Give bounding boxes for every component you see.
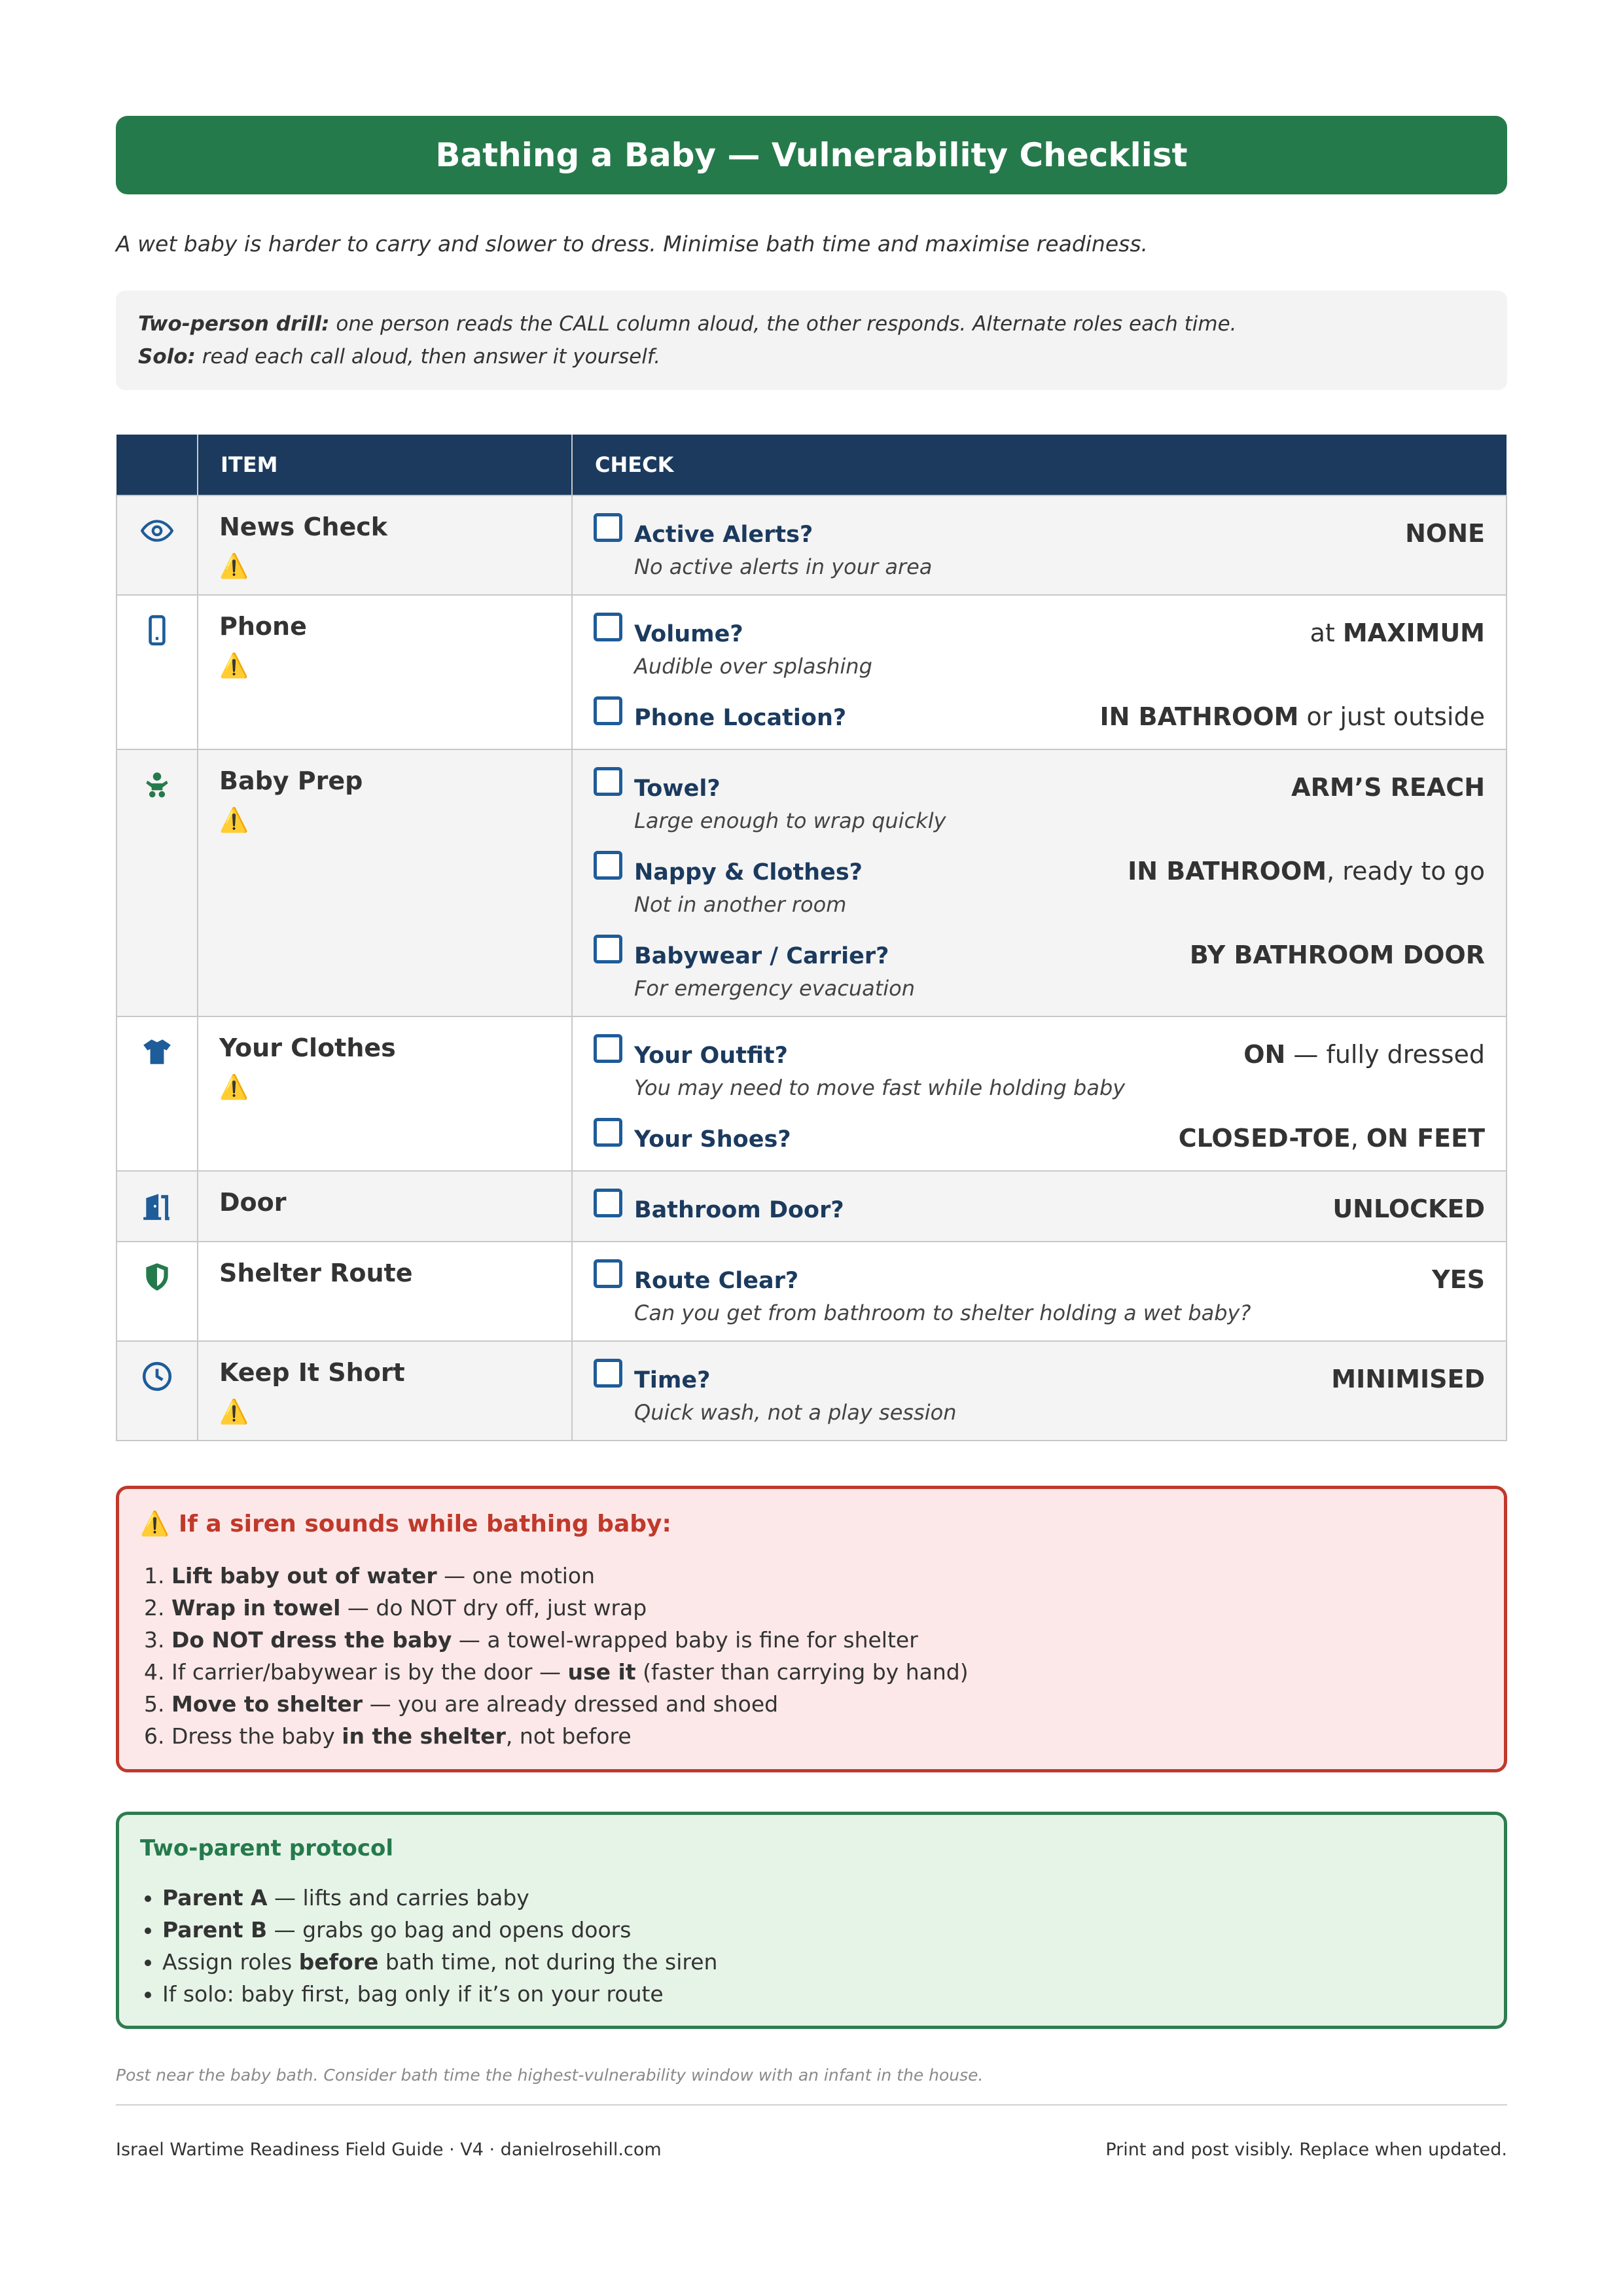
solo-text: read each call aloud, then answer it yourself. <box>195 345 661 368</box>
step-text: — grabs go bag and opens doors <box>267 1917 632 1943</box>
footer-right: Print and post visibly. Replace when updated. <box>1105 2140 1507 2160</box>
check-question: Time? <box>634 1367 711 1393</box>
check-note: No active alerts in your area <box>634 554 933 579</box>
protocol-item <box>162 1914 1482 1946</box>
row-item-cell <box>198 1016 572 1171</box>
check-answer <box>1310 614 1485 652</box>
step-emphasis: before <box>298 1949 379 1975</box>
check-item <box>594 511 1485 581</box>
checkbox[interactable] <box>594 696 622 725</box>
drill-instructions <box>116 291 1507 390</box>
row-icon-cell <box>116 1171 198 1242</box>
check-question: Nappy & Clothes? <box>634 859 863 886</box>
checkbox[interactable] <box>594 1034 622 1063</box>
check-answer <box>1332 1190 1485 1228</box>
step-emphasis: Move to shelter <box>171 1691 363 1717</box>
checkbox[interactable] <box>594 1359 622 1388</box>
row-item-cell <box>198 495 572 595</box>
protocol-list <box>140 1882 1482 2010</box>
answer-emphasis: CLOSED-TOE <box>1178 1124 1351 1153</box>
check-item <box>594 1356 1485 1427</box>
header-check: CHECK <box>572 435 1507 495</box>
row-check-cell <box>572 749 1507 1016</box>
step-emphasis: in the shelter <box>342 1723 506 1749</box>
item-name: Baby Prep <box>219 766 363 795</box>
check-answer <box>1432 1261 1485 1299</box>
table-row <box>116 1242 1507 1341</box>
step-text: If solo: baby first, bag only if it’s on your route <box>162 1981 664 2007</box>
answer-emphasis: UNLOCKED <box>1332 1194 1485 1223</box>
checkbox[interactable] <box>594 613 622 641</box>
table-header-row <box>116 435 1507 495</box>
header-item: ITEM <box>198 435 572 495</box>
answer-emphasis: ARM’S REACH <box>1291 773 1485 802</box>
row-icon-cell <box>116 595 198 749</box>
check-answer <box>1128 852 1485 890</box>
two-parent-protocol-box <box>116 1812 1507 2029</box>
checkbox[interactable] <box>594 1118 622 1147</box>
eye-icon <box>141 527 173 553</box>
step-text: Assign roles <box>162 1949 299 1975</box>
protocol-item <box>162 1882 1482 1914</box>
answer-suffix: , ready to go <box>1327 857 1485 886</box>
check-question: Bathroom Door? <box>634 1197 844 1223</box>
baby-icon <box>141 781 173 807</box>
siren-step <box>171 1560 1478 1592</box>
check-item <box>594 932 1485 1003</box>
check-question: Phone Location? <box>634 705 847 731</box>
warning-icon: ⚠️ <box>219 553 249 580</box>
checkbox[interactable] <box>594 1259 622 1288</box>
siren-step <box>171 1656 1478 1688</box>
check-item <box>594 610 1485 681</box>
answer-emphasis: IN BATHROOM <box>1099 702 1299 731</box>
door-icon <box>141 1202 173 1229</box>
step-emphasis: Lift baby out of water <box>171 1563 437 1588</box>
step-text: — you are already dressed and shoed <box>363 1691 779 1717</box>
clock-icon <box>141 1372 173 1399</box>
post-note: Post near the baby bath. Consider bath time the highest-vulnerability window with an infant in the house. <box>116 2066 984 2085</box>
row-icon-cell <box>116 1016 198 1171</box>
check-item <box>594 694 1485 736</box>
warning-icon: ⚠️ <box>219 807 249 834</box>
checkbox[interactable] <box>594 851 622 880</box>
answer-prefix: at <box>1310 619 1343 647</box>
answer-suffix: — fully dressed <box>1285 1040 1485 1069</box>
page-title: Bathing a Baby — Vulnerability Checklist <box>116 116 1507 194</box>
row-check-cell <box>572 595 1507 749</box>
siren-title-text: If a siren sounds while bathing baby: <box>178 1511 671 1537</box>
row-item-cell <box>198 595 572 749</box>
item-name: News Check <box>219 512 388 541</box>
check-question: Volume? <box>634 621 743 647</box>
step-text: — one motion <box>437 1563 596 1588</box>
siren-title <box>140 1509 1478 1540</box>
step-emphasis: Wrap in towel <box>171 1595 341 1621</box>
solo-label: Solo: <box>138 345 196 368</box>
check-question: Towel? <box>634 776 721 802</box>
row-item-cell <box>198 1171 572 1242</box>
row-check-cell <box>572 1171 1507 1242</box>
header-icon-col <box>116 435 198 495</box>
step-text: , not before <box>505 1723 632 1749</box>
step-text: — do NOT dry off, just wrap <box>340 1595 647 1621</box>
answer-emphasis: MINIMISED <box>1331 1365 1485 1393</box>
step-emphasis: Do NOT dress the baby <box>171 1627 452 1653</box>
answer-emphasis: IN BATHROOM <box>1128 857 1327 886</box>
checkbox[interactable] <box>594 767 622 796</box>
check-note: Can you get from bathroom to shelter holding a wet baby? <box>634 1300 1251 1325</box>
warning-icon: ⚠️ <box>219 1074 249 1101</box>
row-item-cell <box>198 1242 572 1341</box>
answer-emphasis: ON FEET <box>1366 1124 1485 1153</box>
warning-icon: ⚠️ <box>140 1511 169 1537</box>
row-icon-cell <box>116 749 198 1016</box>
table-row <box>116 1016 1507 1171</box>
shield-icon <box>141 1273 173 1299</box>
siren-step <box>171 1720 1478 1752</box>
table-row <box>116 595 1507 749</box>
checklist-table <box>116 435 1507 1441</box>
answer-suffix: or just outside <box>1298 702 1485 731</box>
item-name: Door <box>219 1188 287 1217</box>
item-name: Keep It Short <box>219 1358 405 1387</box>
check-answer <box>1405 514 1485 552</box>
item-name: Your Clothes <box>219 1033 396 1062</box>
check-answer <box>1179 1119 1485 1157</box>
row-check-cell <box>572 1242 1507 1341</box>
check-question: Babywear / Carrier? <box>634 943 889 969</box>
step-text: — lifts and carries baby <box>267 1885 529 1910</box>
siren-step <box>171 1624 1478 1656</box>
check-note: Large enough to wrap quickly <box>634 808 946 833</box>
checklist-page <box>116 116 1507 2160</box>
check-answer <box>1243 1035 1485 1073</box>
check-note: Audible over splashing <box>634 654 872 679</box>
answer-emphasis: YES <box>1432 1265 1485 1294</box>
table-row <box>116 1171 1507 1242</box>
phone-icon <box>141 626 173 653</box>
footer <box>116 2140 1507 2160</box>
answer-emphasis: ON <box>1243 1040 1286 1069</box>
check-question: Your Shoes? <box>634 1126 791 1153</box>
row-icon-cell <box>116 1341 198 1441</box>
table-row <box>116 749 1507 1016</box>
step-emphasis: Parent A <box>162 1885 268 1910</box>
row-check-cell <box>572 1341 1507 1441</box>
table-row <box>116 1341 1507 1441</box>
step-text: — a towel-wrapped baby is fine for shelter <box>452 1627 918 1653</box>
answer-emphasis: BY BATHROOM DOOR <box>1189 941 1485 969</box>
check-item <box>594 1115 1485 1157</box>
drill-label: Two-person drill: <box>138 312 330 336</box>
row-item-cell <box>198 1341 572 1441</box>
answer-emphasis: NONE <box>1405 519 1485 548</box>
siren-step <box>171 1688 1478 1720</box>
footer-divider <box>116 2104 1507 2106</box>
answer-suffix: , <box>1350 1124 1366 1153</box>
row-item-cell <box>198 749 572 1016</box>
protocol-title: Two-parent protocol <box>140 1835 393 1861</box>
step-text: If carrier/babywear is by the door — <box>171 1659 568 1685</box>
checkbox[interactable] <box>594 1189 622 1217</box>
check-note: You may need to move fast while holding baby <box>634 1075 1126 1100</box>
check-answer <box>1099 698 1485 736</box>
siren-step <box>171 1592 1478 1624</box>
row-icon-cell <box>116 1242 198 1341</box>
checkbox[interactable] <box>594 935 622 963</box>
check-note: Quick wash, not a play session <box>634 1400 957 1425</box>
checkbox[interactable] <box>594 513 622 542</box>
drill-text: one person reads the CALL column aloud, the other responds. Alternate roles each time. <box>329 312 1237 336</box>
answer-emphasis: MAXIMUM <box>1342 619 1485 647</box>
check-answer <box>1331 1360 1485 1398</box>
siren-steps <box>140 1560 1478 1752</box>
check-item <box>594 764 1485 835</box>
step-text: Dress the baby <box>171 1723 342 1749</box>
check-answer <box>1291 768 1485 806</box>
row-check-cell <box>572 495 1507 595</box>
table-row <box>116 495 1507 595</box>
warning-icon: ⚠️ <box>219 653 249 679</box>
check-item <box>594 848 1485 919</box>
check-item <box>594 1031 1485 1102</box>
check-item <box>594 1186 1485 1228</box>
footer-left: Israel Wartime Readiness Field Guide · V4 · danielrosehill.com <box>116 2140 662 2160</box>
check-item <box>594 1257 1485 1327</box>
step-emphasis: Parent B <box>162 1917 268 1943</box>
shirt-icon <box>139 1048 175 1074</box>
protocol-item <box>162 1946 1482 1978</box>
check-answer <box>1190 936 1485 974</box>
check-question: Active Alerts? <box>634 522 813 548</box>
step-text: (faster than carrying by hand) <box>635 1659 969 1685</box>
check-note: For emergency evacuation <box>634 976 916 1001</box>
item-name: Phone <box>219 612 307 641</box>
check-question: Route Clear? <box>634 1268 799 1294</box>
row-check-cell <box>572 1016 1507 1171</box>
warning-icon: ⚠️ <box>219 1399 249 1426</box>
siren-alert-box <box>116 1486 1507 1772</box>
check-question: Your Outfit? <box>634 1043 788 1069</box>
step-emphasis: use it <box>567 1659 636 1685</box>
protocol-item <box>162 1978 1482 2010</box>
row-icon-cell <box>116 495 198 595</box>
check-note: Not in another room <box>634 892 847 917</box>
item-name: Shelter Route <box>219 1259 413 1287</box>
page-subtitle: A wet baby is harder to carry and slower to dress. Minimise bath time and maximise readiness. <box>116 231 1149 257</box>
step-text: bath time, not during the siren <box>378 1949 718 1975</box>
